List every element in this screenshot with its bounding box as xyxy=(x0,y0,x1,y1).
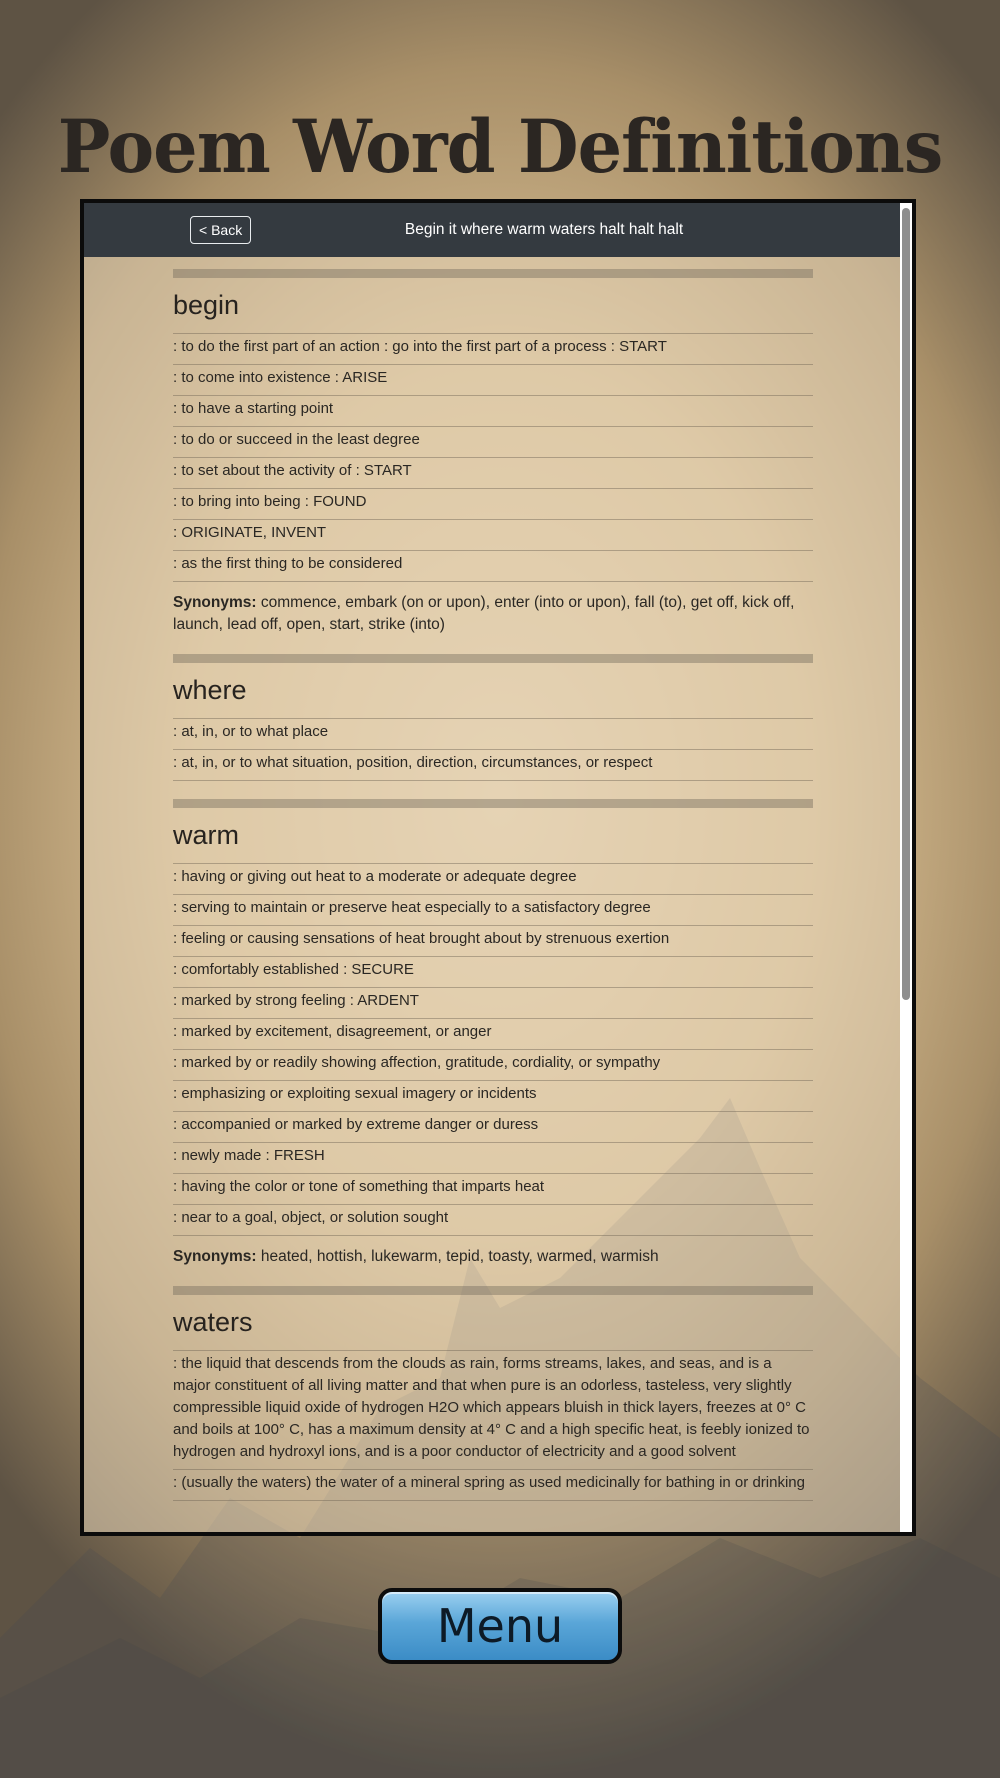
scrollbar-thumb[interactable] xyxy=(902,208,910,1000)
definition-item: : to have a starting point xyxy=(173,396,813,427)
synonyms-text: heated, hottish, lukewarm, tepid, toasty, warmed, warmish xyxy=(260,1248,659,1265)
definition-item: : at, in, or to what place xyxy=(173,719,813,750)
definition-item: : accompanied or marked by extreme danger or duress xyxy=(173,1112,813,1143)
word-entry-where xyxy=(173,654,813,781)
synonyms xyxy=(173,592,813,636)
definition-item: : near to a goal, object, or solution sought xyxy=(173,1205,813,1236)
definition-item: : emphasizing or exploiting sexual imagery or incidents xyxy=(173,1081,813,1112)
definition-item: : to do or succeed in the least degree xyxy=(173,427,813,458)
definitions-content xyxy=(173,269,813,1519)
definition-item: : having or giving out heat to a moderate or adequate degree xyxy=(173,864,813,895)
definition-list xyxy=(173,333,813,582)
definition-item: : (usually the waters) the water of a mineral spring as used medicinally for bathing in or drinking xyxy=(173,1470,813,1501)
section-divider xyxy=(173,1286,813,1295)
definition-item: : to set about the activity of : START xyxy=(173,458,813,489)
section-divider xyxy=(173,799,813,808)
word-entry-waters xyxy=(173,1286,813,1501)
synonyms xyxy=(173,1246,813,1268)
definition-item: : serving to maintain or preserve heat especially to a satisfactory degree xyxy=(173,895,813,926)
definition-item: : the liquid that descends from the clouds as rain, forms streams, lakes, and seas, and is a major constituent of all living matter and that when pure is an odorless, tasteless, very slightly compressible liquid oxide of hydrogen H2O which appears bluish in thick layers, freezes at 0° C and boils at 100° C, has a maximum density at 4° C and a high specific heat, is feebly ionized to hydrogen and hydroxyl ions, and is a poor conductor of electricity and a good solvent xyxy=(173,1351,813,1470)
definitions-panel xyxy=(80,199,916,1536)
definition-item: : marked by or readily showing affection, gratitude, cordiality, or sympathy xyxy=(173,1050,813,1081)
scrollbar[interactable] xyxy=(900,203,912,1532)
synonyms-label: Synonyms: xyxy=(173,1248,257,1265)
word-heading: begin xyxy=(173,290,240,320)
section-divider xyxy=(173,269,813,278)
section-divider xyxy=(173,654,813,663)
definition-list xyxy=(173,1350,813,1501)
menu-button[interactable]: Menu xyxy=(378,1588,622,1664)
word-entry-warm xyxy=(173,799,813,1268)
definition-item: : at, in, or to what situation, position, direction, circumstances, or respect xyxy=(173,750,813,781)
word-heading: warm xyxy=(173,820,239,850)
definition-item: : ORIGINATE, INVENT xyxy=(173,520,813,551)
definition-item: : comfortably established : SECURE xyxy=(173,957,813,988)
definition-item: : marked by strong feeling : ARDENT xyxy=(173,988,813,1019)
definition-item: : to bring into being : FOUND xyxy=(173,489,813,520)
synonyms-text: commence, embark (on or upon), enter (into or upon), fall (to), get off, kick off, launch, lead off, open, start, strike (into) xyxy=(173,594,795,633)
word-heading: waters xyxy=(173,1307,253,1337)
word-entry-begin xyxy=(173,269,813,636)
definition-item: : to do the first part of an action : go into the first part of a process : START xyxy=(173,334,813,365)
definition-item: : feeling or causing sensations of heat brought about by strenuous exertion xyxy=(173,926,813,957)
navbar-title: Begin it where warm waters halt halt halt xyxy=(404,221,684,238)
definition-item: : to come into existence : ARISE xyxy=(173,365,813,396)
navbar xyxy=(84,203,904,257)
page-title: Poem Word Definitions xyxy=(57,102,943,191)
definition-item: : newly made : FRESH xyxy=(173,1143,813,1174)
back-button[interactable]: < Back xyxy=(190,216,251,244)
definition-list xyxy=(173,863,813,1236)
definition-list xyxy=(173,718,813,781)
synonyms-label: Synonyms: xyxy=(173,594,257,611)
word-heading: where xyxy=(173,675,247,705)
definition-item: : marked by excitement, disagreement, or anger xyxy=(173,1019,813,1050)
definition-item: : having the color or tone of something that imparts heat xyxy=(173,1174,813,1205)
definition-item: : as the first thing to be considered xyxy=(173,551,813,582)
